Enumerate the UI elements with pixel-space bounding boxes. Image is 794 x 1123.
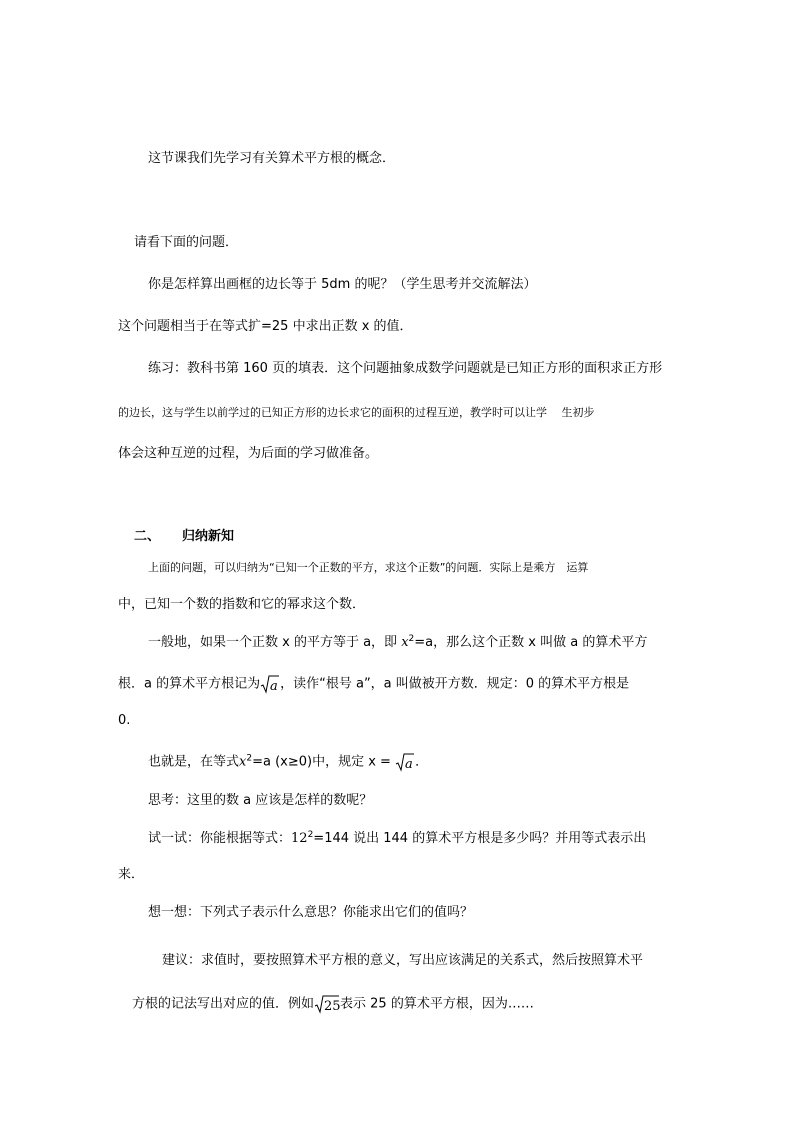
radicand: 25: [324, 999, 341, 1014]
definition-text: ，读作“根号 a”，a 叫做被开方数．规定：0 的算术平方根是: [280, 676, 630, 692]
that-is-text: ．: [415, 754, 429, 770]
try-it-text: 试一试：你能根据等式：: [148, 831, 292, 846]
that-is-text: =a (x≥0)中，规定 x =: [252, 754, 396, 770]
radicand: a: [270, 679, 278, 694]
try-it-text: =144 说出 144 的算术平方根是多少吗？并用等式表示出: [313, 831, 647, 846]
think-line: 思考：这里的数 a 应该是怎样的数呢？: [148, 793, 373, 808]
var-x: x: [239, 754, 247, 770]
that-is-text: 也就是，在等式: [148, 754, 240, 770]
ponder-line: 想一想：下列式子表示什么意思？你能求出它们的值吗？: [148, 905, 474, 920]
section-number: 二、: [134, 529, 161, 544]
suggestion-line-1: 建议：求值时，要按照算术平方根的意义，写出应该满足的关系式，然后按照算术平: [162, 953, 644, 968]
base-number: 12: [291, 831, 308, 846]
practice-line-2: 的边长，这与学生以前学过的已知正方形的边长求它的面积的过程互逆，教学时可以让学 生初步: [118, 406, 595, 419]
section-title: 归纳新知: [182, 529, 235, 544]
that-is-line: [148, 752, 428, 772]
definition-text: 一般地，如果一个正数 x 的平方等于 a，即: [148, 635, 402, 650]
equivalent-line: 这个问题相当于在等式扩=25 中求出正数 x 的值．: [118, 319, 413, 334]
look-line: 请看下面的问题．: [134, 235, 239, 250]
practice-line-3: 体会这种互逆的过程，为后面的学习做准备。: [118, 446, 379, 461]
var-x: x: [401, 635, 409, 650]
try-it-line: [148, 830, 646, 848]
definition-text: =a，那么这个正数 x 叫做 a 的算术平方: [414, 635, 648, 650]
sqrt-a-symbol: [260, 674, 280, 694]
suggestion-text: 表示 25 的算术平方根，因为……: [340, 996, 534, 1012]
definition-line-3: 0.: [118, 713, 131, 728]
definition-line-1: [148, 634, 647, 652]
radicand: a: [405, 757, 413, 772]
try-it-line-2: 来．: [118, 867, 145, 882]
practice-line-1: 练习：教科书第 160 页的填表．这个问题抽象成数学问题就是已知正方形的面积求正方形: [148, 361, 663, 376]
sqrt-25-symbol: [314, 994, 340, 1014]
definition-text: 根．a 的算术平方根记为: [118, 676, 261, 692]
section-heading: [134, 528, 234, 546]
question-line: 你是怎样算出画框的边长等于 5dm 的呢？（学生思考并交流解法）: [148, 277, 537, 292]
suggestion-text: 方根的记法写出对应的值．例如: [132, 996, 315, 1012]
summary-line-2: 中，已知一个数的指数和它的幂求这个数．: [118, 597, 366, 612]
summary-line-1: 上面的问题，可以归纳为“已知一个正数的平方，求这个正数”的问题．实际上是乘方 运算: [148, 561, 589, 574]
suggestion-line-2: [132, 994, 534, 1014]
exponent: 2: [408, 634, 415, 644]
definition-line-2: [118, 674, 629, 694]
sqrt-a-symbol: [395, 752, 415, 772]
exponent: 2: [307, 830, 314, 840]
exponent: 2: [246, 753, 253, 764]
intro-line: 这节课我们先学习有关算术平方根的概念．: [148, 151, 396, 166]
